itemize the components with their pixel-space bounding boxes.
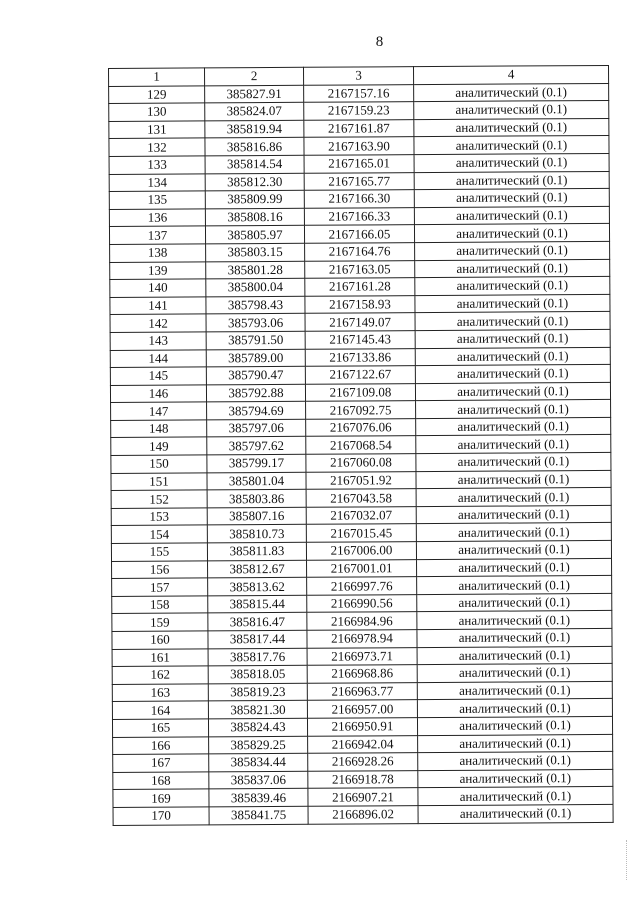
y-coordinate-cell: 2166963.77 (307, 682, 417, 700)
method-cell: аналитический (0.1) (414, 101, 609, 120)
point-number-cell: 149 (111, 437, 207, 455)
method-cell: аналитический (0.1) (415, 294, 610, 313)
point-number-cell: 166 (113, 736, 209, 754)
method-cell: аналитический (0.1) (415, 241, 610, 260)
y-coordinate-cell: 2167149.07 (305, 313, 415, 331)
x-coordinate-cell: 385819.94 (205, 120, 304, 138)
y-coordinate-cell: 2167165.77 (304, 172, 414, 190)
x-coordinate-cell: 385803.15 (206, 243, 305, 261)
table-row (113, 804, 613, 825)
method-cell: аналитический (0.1) (416, 540, 611, 559)
point-number-cell: 140 (110, 279, 206, 297)
method-cell: аналитический (0.1) (414, 153, 609, 172)
y-coordinate-cell: 2167043.58 (306, 489, 416, 507)
x-coordinate-cell: 385799.17 (207, 454, 306, 472)
point-number-cell: 132 (109, 138, 205, 156)
y-coordinate-cell: 2166997.76 (307, 577, 417, 595)
x-coordinate-cell: 385801.04 (207, 472, 306, 490)
y-coordinate-cell: 2167159.23 (304, 102, 414, 120)
method-cell: аналитический (0.1) (415, 277, 610, 296)
x-coordinate-cell: 385817.44 (208, 630, 307, 648)
point-number-cell: 157 (112, 578, 208, 596)
point-number-cell: 150 (111, 455, 207, 473)
method-cell: аналитический (0.1) (417, 558, 612, 577)
method-cell: аналитический (0.1) (416, 435, 611, 454)
y-coordinate-cell: 2167163.05 (305, 260, 415, 278)
y-coordinate-cell: 2167165.01 (304, 155, 414, 173)
x-coordinate-cell: 385815.44 (208, 595, 307, 613)
y-coordinate-cell: 2167166.30 (304, 190, 414, 208)
y-coordinate-cell: 2167166.33 (304, 207, 414, 225)
x-coordinate-cell: 385797.06 (207, 419, 306, 437)
method-cell: аналитический (0.1) (418, 734, 613, 753)
y-coordinate-cell: 2167133.86 (305, 348, 415, 366)
point-number-cell: 141 (110, 297, 206, 315)
x-coordinate-cell: 385812.30 (205, 173, 304, 191)
x-coordinate-cell: 385829.25 (209, 736, 308, 754)
point-number-cell: 136 (109, 209, 205, 227)
x-coordinate-cell: 385793.06 (206, 314, 305, 332)
point-number-cell: 168 (113, 772, 209, 790)
y-coordinate-cell: 2167161.28 (305, 278, 415, 296)
x-coordinate-cell: 385824.43 (208, 718, 307, 736)
point-number-cell: 134 (109, 173, 205, 191)
y-coordinate-cell: 2166950.91 (307, 718, 417, 736)
method-cell: аналитический (0.1) (414, 83, 609, 102)
y-coordinate-cell: 2167109.08 (305, 383, 415, 401)
method-cell: аналитический (0.1) (417, 699, 612, 718)
point-number-cell: 165 (112, 719, 208, 737)
method-cell: аналитический (0.1) (417, 646, 612, 665)
x-coordinate-cell: 385794.69 (207, 402, 306, 420)
point-number-cell: 139 (110, 261, 206, 279)
x-coordinate-cell: 385808.16 (205, 208, 304, 226)
method-cell: аналитический (0.1) (416, 523, 611, 542)
y-coordinate-cell: 2167076.06 (306, 419, 416, 437)
point-number-cell: 130 (109, 103, 205, 121)
x-coordinate-cell: 385827.91 (205, 85, 304, 103)
coordinates-table (108, 65, 614, 826)
table-body (109, 83, 614, 825)
y-coordinate-cell: 2166942.04 (308, 735, 418, 753)
y-coordinate-cell: 2166978.94 (307, 630, 417, 648)
method-cell: аналитический (0.1) (416, 417, 611, 436)
point-number-cell: 151 (111, 473, 207, 491)
method-cell: аналитический (0.1) (416, 470, 611, 489)
y-coordinate-cell: 2167015.45 (306, 524, 416, 542)
point-number-cell: 159 (112, 613, 208, 631)
y-coordinate-cell: 2167001.01 (307, 559, 417, 577)
method-cell: аналитический (0.1) (417, 664, 612, 683)
point-number-cell: 153 (111, 508, 207, 526)
y-coordinate-cell: 2167006.00 (306, 542, 416, 560)
method-cell: аналитический (0.1) (415, 347, 610, 366)
x-coordinate-cell: 385817.76 (208, 648, 307, 666)
x-coordinate-cell: 385798.43 (206, 296, 305, 314)
x-coordinate-cell: 385803.86 (207, 490, 306, 508)
point-number-cell: 162 (112, 666, 208, 684)
method-cell: аналитический (0.1) (416, 452, 611, 471)
method-cell: аналитический (0.1) (417, 681, 612, 700)
x-coordinate-cell: 385839.46 (209, 789, 308, 807)
method-cell: аналитический (0.1) (418, 752, 613, 771)
point-number-cell: 154 (111, 525, 207, 543)
x-coordinate-cell: 385818.05 (208, 665, 307, 683)
x-coordinate-cell: 385819.23 (208, 683, 307, 701)
x-coordinate-cell: 385841.75 (209, 806, 308, 824)
point-number-cell: 146 (110, 385, 206, 403)
point-number-cell: 137 (109, 226, 205, 244)
x-coordinate-cell: 385810.73 (207, 525, 306, 543)
y-coordinate-cell: 2167161.87 (304, 119, 414, 137)
y-coordinate-cell: 2167051.92 (306, 471, 416, 489)
x-coordinate-cell: 385834.44 (209, 753, 308, 771)
margin-mark (626, 840, 628, 880)
point-number-cell: 147 (111, 402, 207, 420)
method-cell: аналитический (0.1) (414, 171, 609, 190)
y-coordinate-cell: 2167032.07 (306, 506, 416, 524)
x-coordinate-cell: 385801.28 (206, 261, 305, 279)
x-coordinate-cell: 385789.00 (206, 349, 305, 367)
x-coordinate-cell: 385800.04 (206, 278, 305, 296)
method-cell: аналитический (0.1) (417, 576, 612, 595)
point-number-cell: 170 (113, 807, 209, 825)
point-number-cell: 156 (112, 561, 208, 579)
y-coordinate-cell: 2167166.05 (304, 225, 414, 243)
x-coordinate-cell: 385821.30 (208, 701, 307, 719)
x-coordinate-cell: 385812.67 (208, 560, 307, 578)
y-coordinate-cell: 2167060.08 (306, 454, 416, 472)
header-col-2: 2 (205, 67, 304, 85)
point-number-cell: 131 (109, 121, 205, 139)
y-coordinate-cell: 2166918.78 (308, 770, 418, 788)
x-coordinate-cell: 385814.54 (205, 155, 304, 173)
method-cell: аналитический (0.1) (414, 206, 609, 225)
y-coordinate-cell: 2167122.67 (305, 366, 415, 384)
point-number-cell: 163 (112, 684, 208, 702)
y-coordinate-cell: 2167092.75 (306, 401, 416, 419)
y-coordinate-cell: 2166990.56 (307, 594, 417, 612)
y-coordinate-cell: 2167158.93 (305, 295, 415, 313)
point-number-cell: 138 (110, 244, 206, 262)
method-cell: аналитический (0.1) (416, 488, 611, 507)
x-coordinate-cell: 385824.07 (205, 102, 304, 120)
x-coordinate-cell: 385816.47 (208, 613, 307, 631)
y-coordinate-cell: 2166907.21 (308, 788, 418, 806)
point-number-cell: 160 (112, 631, 208, 649)
y-coordinate-cell: 2166957.00 (307, 700, 417, 718)
method-cell: аналитический (0.1) (415, 312, 610, 331)
y-coordinate-cell: 2166968.86 (307, 665, 417, 683)
x-coordinate-cell: 385797.62 (207, 437, 306, 455)
method-cell: аналитический (0.1) (415, 382, 610, 401)
point-number-cell: 164 (112, 701, 208, 719)
method-cell: аналитический (0.1) (417, 593, 612, 612)
x-coordinate-cell: 385807.16 (207, 507, 306, 525)
method-cell: аналитический (0.1) (415, 365, 610, 384)
y-coordinate-cell: 2167164.76 (305, 243, 415, 261)
point-number-cell: 144 (110, 349, 206, 367)
x-coordinate-cell: 385791.50 (206, 331, 305, 349)
x-coordinate-cell: 385813.62 (208, 578, 307, 596)
point-number-cell: 133 (109, 156, 205, 174)
x-coordinate-cell: 385816.86 (205, 138, 304, 156)
y-coordinate-cell: 2166896.02 (308, 806, 418, 824)
header-col-4: 4 (413, 65, 608, 84)
point-number-cell: 155 (111, 543, 207, 561)
x-coordinate-cell: 385809.99 (205, 190, 304, 208)
method-cell: аналитический (0.1) (418, 769, 613, 788)
header-col-1: 1 (109, 68, 205, 86)
method-cell: аналитический (0.1) (418, 787, 613, 806)
x-coordinate-cell: 385805.97 (205, 226, 304, 244)
point-number-cell: 148 (111, 420, 207, 438)
point-number-cell: 169 (113, 789, 209, 807)
header-col-3: 3 (303, 67, 413, 85)
point-number-cell: 161 (112, 648, 208, 666)
method-cell: аналитический (0.1) (417, 611, 612, 630)
y-coordinate-cell: 2167068.54 (306, 436, 416, 454)
point-number-cell: 143 (110, 332, 206, 350)
x-coordinate-cell: 385790.47 (206, 366, 305, 384)
point-number-cell: 167 (113, 754, 209, 772)
method-cell: аналитический (0.1) (417, 628, 612, 647)
y-coordinate-cell: 2166928.26 (308, 753, 418, 771)
x-coordinate-cell: 385837.06 (209, 771, 308, 789)
y-coordinate-cell: 2167145.43 (305, 331, 415, 349)
point-number-cell: 135 (109, 191, 205, 209)
x-coordinate-cell: 385792.88 (206, 384, 305, 402)
method-cell: аналитический (0.1) (414, 118, 609, 137)
y-coordinate-cell: 2167157.16 (304, 84, 414, 102)
page-number: 8 (375, 34, 385, 50)
point-number-cell: 142 (110, 314, 206, 332)
point-number-cell: 129 (109, 86, 205, 104)
method-cell: аналитический (0.1) (418, 804, 613, 823)
x-coordinate-cell: 385811.83 (207, 542, 306, 560)
method-cell: аналитический (0.1) (414, 224, 609, 243)
y-coordinate-cell: 2166984.96 (307, 612, 417, 630)
method-cell: аналитический (0.1) (416, 505, 611, 524)
y-coordinate-cell: 2166973.71 (307, 647, 417, 665)
point-number-cell: 152 (111, 490, 207, 508)
point-number-cell: 158 (112, 596, 208, 614)
method-cell: аналитический (0.1) (415, 329, 610, 348)
method-cell: аналитический (0.1) (414, 189, 609, 208)
method-cell: аналитический (0.1) (414, 136, 609, 155)
point-number-cell: 145 (110, 367, 206, 385)
method-cell: аналитический (0.1) (417, 716, 612, 735)
method-cell: аналитический (0.1) (415, 259, 610, 278)
y-coordinate-cell: 2167163.90 (304, 137, 414, 155)
method-cell: аналитический (0.1) (416, 400, 611, 419)
